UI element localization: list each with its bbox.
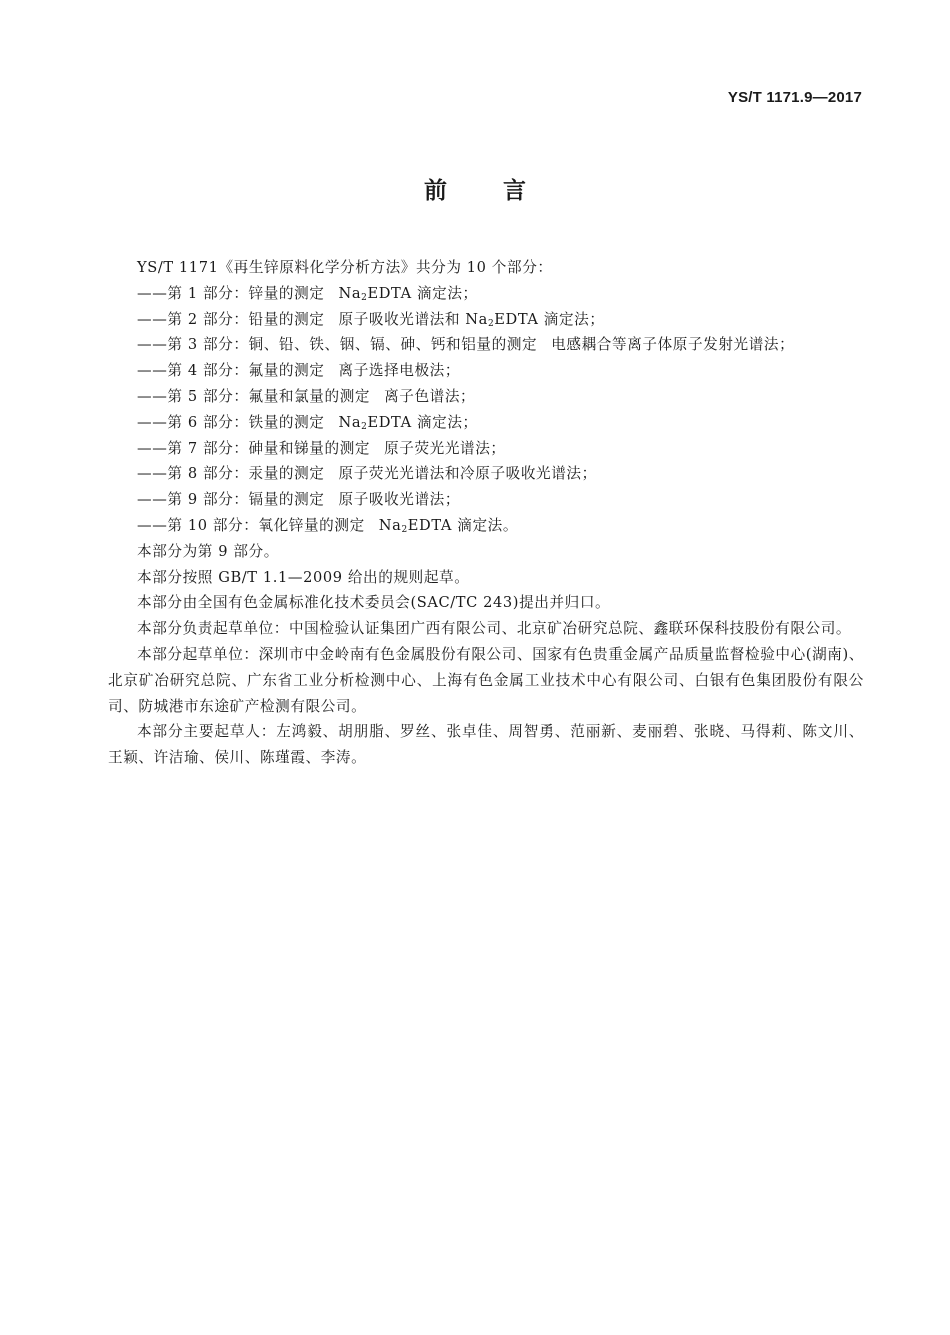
responsible-units-paragraph: 本部分负责起草单位：中国检验认证集团广西有限公司、北京矿冶研究总院、鑫联环保科技股份有限公司。 <box>137 620 852 638</box>
parts-list <box>108 281 864 539</box>
this-part-paragraph: 本部分为第 9 部分。 <box>137 542 279 560</box>
part-item-6: ——第 6 部分：铁量的测定 $Na_2EDTA$ 滴定法； <box>137 413 478 432</box>
part-item-9: ——第 9 部分：镉量的测定 原子吸收光谱法； <box>137 491 461 509</box>
part-item-4: ——第 4 部分：氟量的测定 离子选择电极法； <box>137 362 461 380</box>
part-item-7: ——第 7 部分：砷量和锑量的测定 原子荧光光谱法； <box>137 439 506 457</box>
drafting-units-paragraph: 本部分起草单位：深圳市中金岭南有色金属股份有限公司、国家有色贵重金属产品质量监督检验中心(湖南)、北京矿冶研究总院、广东省工业分析检测中心、上海有色金属工业技术中心有限公司、白银有色集团股份有限公司、防城港市东途矿产检测有限公司。 <box>108 645 864 715</box>
part-item-10: ——第 10 部分：氧化锌量的测定 $Na_2EDTA$ 滴定法。 <box>137 516 519 535</box>
part-item-3: ——第 3 部分：铜、铅、铁、铟、镉、砷、钙和铝量的测定 电感耦合等离子体原子发射光谱法； <box>137 336 795 354</box>
drafting-rules-paragraph: 本部分按照 GB/T 1.1—2009 给出的规则起草。 <box>137 568 470 586</box>
foreword-body <box>108 255 864 771</box>
intro-paragraph: YS/T 1171《再生锌原料化学分析方法》共分为 10 个部分： <box>137 259 553 276</box>
part-item-8: ——第 8 部分：汞量的测定 原子荧光光谱法和冷原子吸收光谱法； <box>137 465 597 483</box>
page-title <box>0 172 950 205</box>
title-char-2: 言 <box>503 178 526 204</box>
title-char-1: 前 <box>424 178 447 204</box>
part-item-5: ——第 5 部分：氟量和氯量的测定 离子色谱法； <box>137 387 476 405</box>
part-item-2: ——第 2 部分：铅量的测定 原子吸收光谱法和 $Na_2EDTA$ 滴定法； <box>137 310 605 329</box>
standard-number: YS/T 1171.9—2017 <box>727 89 862 106</box>
proposed-by-paragraph: 本部分由全国有色金属标准化技术委员会(SAC/TC 243)提出并归口。 <box>137 594 611 612</box>
main-drafters-paragraph: 本部分主要起草人：左鸿毅、胡朋脂、罗丝、张卓佳、周智勇、范丽新、麦丽碧、张晓、马得莉、陈文川、王颖、许洁瑜、侯川、陈瑾霞、李涛。 <box>108 723 864 767</box>
part-item-1: ——第 1 部分：锌量的测定 $Na_2EDTA$ 滴定法； <box>137 284 478 303</box>
